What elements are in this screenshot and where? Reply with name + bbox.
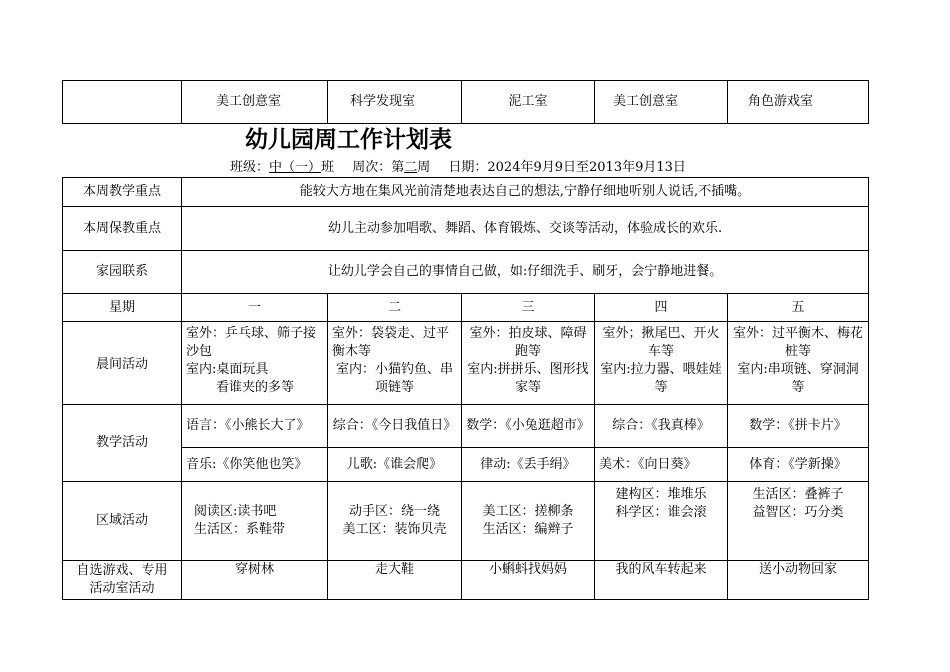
- row-label: 本周教学重点: [63, 178, 182, 207]
- row-label: 晨间活动: [63, 322, 182, 405]
- teaching-thu-2: 美术：《向日葵》: [595, 448, 728, 482]
- morning-outdoor: 室外：乒乓球、筛子接沙包: [186, 326, 317, 359]
- teaching-mon-2: 音乐:《你笑他也笑》: [182, 448, 328, 482]
- morning-fri: [728, 322, 869, 405]
- optional-fri: 送小动物回家: [728, 561, 869, 600]
- row-label: 教学活动: [63, 405, 182, 482]
- room-cell-blank: [63, 81, 182, 124]
- area-line-1: 动手区：绕一绕: [348, 504, 440, 519]
- row-home-contact: [63, 251, 869, 294]
- weekday-mon: 一: [182, 294, 328, 322]
- home-contact-text: 让幼儿学会自己的事情自己做，如:仔细洗手、刷牙，会宁静地进餐。: [182, 251, 869, 294]
- morning-indoor: 室内:拉力器、喂娃娃等: [600, 362, 722, 395]
- teaching-mon-1: 语言：《小熊长大了》: [182, 405, 328, 448]
- teaching-wed-2: 律动:《丢手绢》: [462, 448, 595, 482]
- area-line-2: 生活区：系鞋带: [194, 522, 286, 537]
- morning-indoor: 室内：小猫钓鱼、串项链等: [335, 362, 453, 395]
- weekday-fri: 五: [728, 294, 869, 322]
- row-label: 本周保教重点: [63, 207, 182, 251]
- optional-thu: 我的风车转起来: [595, 561, 728, 600]
- area-line-1: 建构区：堆堆乐: [615, 487, 707, 502]
- teaching-thu-1: 综合：《我真棒》: [595, 405, 728, 448]
- row-morning: [63, 322, 869, 405]
- row-label: [63, 561, 182, 600]
- room-cell-mon: 美工创意室: [182, 81, 328, 124]
- area-line-1: 美工区：搓柳条: [482, 504, 574, 519]
- page-title: 幼儿园周工作计划表: [245, 126, 452, 153]
- morning-indoor-extra: 看谁夹的多等: [216, 380, 295, 395]
- teaching-wed-1: 数学：《小兔逛超市》: [462, 405, 595, 448]
- weekday-tue: 二: [328, 294, 462, 322]
- row-weekday: [63, 294, 869, 322]
- morning-thu: [595, 322, 728, 405]
- activity-room-row: [63, 81, 869, 124]
- row-area: [63, 482, 869, 561]
- area-thu: [595, 482, 728, 561]
- morning-wed: [462, 322, 595, 405]
- week-label: 周次：第: [352, 160, 405, 175]
- area-line-1: 生活区：叠裤子: [752, 487, 844, 502]
- row-label: 星期: [63, 294, 182, 322]
- row-teaching-1: [63, 405, 869, 448]
- row-optional: [63, 561, 869, 600]
- teaching-focus-text: 能较大方地在集风光前清楚地表达自己的想法,宁静仔细地听别人说话,不插嘴。: [182, 178, 869, 207]
- area-line-2: 美工区：装饰贝壳: [342, 522, 447, 537]
- room-cell-thu: 美工创意室: [595, 81, 728, 124]
- week-suffix: 周: [417, 160, 431, 175]
- optional-label-line-1: 自选游戏、专用: [76, 563, 168, 578]
- row-care-focus: [63, 207, 869, 251]
- area-fri: [728, 482, 869, 561]
- morning-mon: [182, 322, 328, 405]
- area-mon: [182, 482, 328, 561]
- weekly-plan-table: [62, 177, 869, 600]
- weekday-wed: 三: [462, 294, 595, 322]
- area-line-2: 生活区：编辫子: [482, 522, 574, 537]
- teaching-tue-2: 儿歌:《谁会爬》: [328, 448, 462, 482]
- optional-wed: 小蝌蚪找妈妈: [462, 561, 595, 600]
- morning-outdoor: 室外；揪尾巴、开火车等: [602, 326, 720, 359]
- teaching-tue-1: 综合：《今日我值日》: [328, 405, 462, 448]
- class-label: 班级：: [230, 160, 270, 175]
- row-label: 家园联系: [63, 251, 182, 294]
- morning-outdoor: 室外：过平衡木、梅花桩等: [733, 326, 864, 359]
- activity-room-table: [62, 80, 869, 124]
- room-cell-fri: 角色游戏室: [728, 81, 869, 124]
- row-teaching-focus: [63, 178, 869, 207]
- optional-tue: 走大鞋: [328, 561, 462, 600]
- plan-meta: [230, 160, 686, 176]
- optional-label-line-2: 活动室活动: [89, 581, 155, 596]
- area-line-2: 益智区：巧分类: [752, 505, 844, 520]
- row-teaching-2: [63, 448, 869, 482]
- morning-indoor: 室内:拼拼乐、图形找家等: [467, 362, 589, 395]
- teaching-fri-2: 体育：《学新操》: [728, 448, 869, 482]
- week-value: 二: [404, 160, 418, 175]
- row-label: 区域活动: [63, 482, 182, 561]
- morning-tue: [328, 322, 462, 405]
- date-range: 日期：2024年9月9日至2013年9月13日: [448, 160, 686, 175]
- area-tue: [328, 482, 462, 561]
- morning-outdoor: 室外：袋袋走、过平衡木等: [332, 326, 450, 359]
- room-cell-wed: 泥工室: [462, 81, 595, 124]
- morning-indoor: 室内:串项链、穿洞洞等: [737, 362, 859, 395]
- class-suffix: 班: [321, 160, 335, 175]
- optional-mon: 穿树林: [182, 561, 328, 600]
- area-line-1: 阅读区:读书吧: [194, 504, 277, 519]
- room-cell-tue: 科学发现室: [328, 81, 462, 124]
- care-focus-text: 幼儿主动参加唱歌、舞蹈、体育锻炼、交谈等活动，体验成长的欢乐.: [182, 207, 869, 251]
- area-wed: [462, 482, 595, 561]
- morning-indoor: 室内:桌面玩具: [186, 362, 269, 377]
- weekday-thu: 四: [595, 294, 728, 322]
- area-line-2: 科学区：谁会滚: [615, 505, 707, 520]
- class-value: 中（一）: [269, 160, 322, 175]
- teaching-fri-1: 数学：《拼卡片》: [728, 405, 869, 448]
- morning-outdoor: 室外：拍皮球、障碍跑等: [469, 326, 587, 359]
